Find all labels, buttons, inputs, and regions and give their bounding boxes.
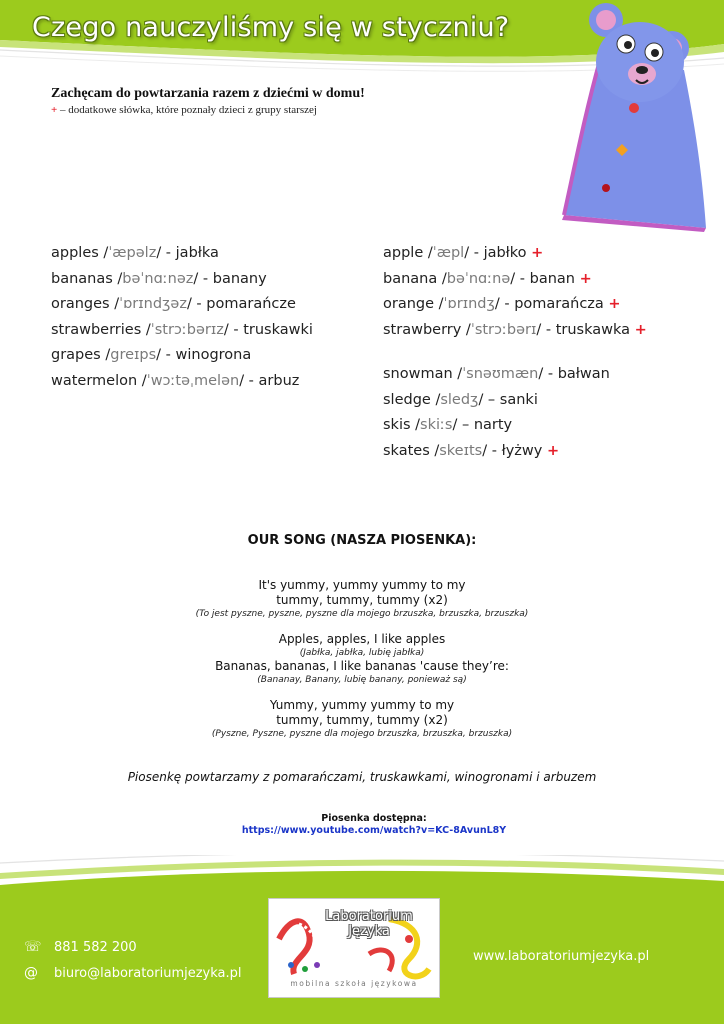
lyric-translation: (Jabłka, jabłka, lubię jabłka) xyxy=(299,648,425,658)
vocab-word: snowman xyxy=(383,366,453,382)
song-note: Piosenkę powtarzamy z pomarańczami, truskawkami, winogronami i arbuzem xyxy=(127,770,597,784)
plus-marker: + xyxy=(51,104,58,116)
vocab-item: orange /ˈɒrɪndʒ/ - pomarańcza + xyxy=(383,296,621,312)
vocab-ipa: ˈɒrɪndʒ xyxy=(443,296,495,312)
vocab-ipa: ˈstrɔːbərɪz xyxy=(150,321,224,338)
vocab-item: skates /skeɪts/ - łyżwy + xyxy=(383,442,560,459)
logo-name xyxy=(309,909,429,939)
vocab-translation: łyżwy xyxy=(501,442,543,459)
phone-contact xyxy=(24,939,137,955)
song-availability xyxy=(0,813,724,837)
vocab-ipa: ˈæpl xyxy=(432,245,465,261)
lyric-line: Apples, apples, I like apples xyxy=(278,632,446,646)
intro-note-text: – dodatkowe słówka, które poznały dzieci z grupy starszej xyxy=(57,104,317,116)
lyric-line: tummy, tummy, tummy (x2) xyxy=(276,593,448,607)
vocab-ipa: bəˈnɑːnəz xyxy=(122,270,194,287)
page-title: Czego nauczyliśmy się w styczniu? xyxy=(32,12,510,43)
vocab-item: strawberries /ˈstrɔːbərɪz/ - truskawki xyxy=(51,321,313,338)
song-lyrics xyxy=(0,578,724,752)
vocab-ipa: ˈstrɔːbərɪ xyxy=(470,321,537,338)
intro xyxy=(51,86,531,116)
vocab-translation: banan xyxy=(529,270,575,287)
vocab-item: banana /bəˈnɑːnə/ - banan + xyxy=(383,270,592,287)
lyric-translation: (Bananay, Banany, lubię banany, ponieważ są) xyxy=(257,675,467,685)
vocab-item: watermelon /ˈwɔːtəˌmelən/ - arbuz xyxy=(51,372,300,389)
vocab-translation: jabłko xyxy=(483,245,527,261)
vocab-translation: truskawki xyxy=(243,321,313,338)
vocab-item: sledge /sledʒ/ – sanki xyxy=(383,391,538,408)
vocab-word: sledge xyxy=(383,391,431,408)
vocab-ipa: skiːs xyxy=(420,417,453,433)
logo-tagline: mobilna szkoła językowa xyxy=(290,979,418,988)
email-address[interactable]: biuro@laboratoriumjezyka.pl xyxy=(54,966,242,981)
vocab-ipa: bəˈnɑːnə xyxy=(446,270,511,287)
lyric-line: Yummy, yummy yummy to my xyxy=(269,698,455,712)
vocab-item: apples /ˈæpəlz/ - jabłka xyxy=(51,245,219,261)
intro-heading: Zachęcam do powtarzania razem z dziećmi w domu! xyxy=(51,86,365,101)
vocab-word: strawberries xyxy=(51,321,142,338)
vocab-item: skis /skiːs/ – narty xyxy=(383,417,513,433)
vocab-word: oranges xyxy=(51,296,110,312)
vocab-list-right-winter xyxy=(383,362,610,464)
vocab-list-left xyxy=(51,241,313,394)
vocab-translation: winogrona xyxy=(175,347,252,363)
vocab-translation: jabłka xyxy=(175,245,219,261)
vocab-word: skis xyxy=(383,417,411,433)
extra-word-plus-marker: + xyxy=(531,245,544,261)
vocab-translation: sanki xyxy=(499,391,538,408)
vocab-ipa: ˈɒrɪndʒəz xyxy=(119,296,187,312)
vocab-ipa: sledʒ xyxy=(440,391,479,408)
song-available-label: Piosenka dostępna: xyxy=(321,813,427,824)
vocab-translation: pomarańcza xyxy=(514,296,604,312)
vocab-word: bananas xyxy=(51,270,113,287)
vocab-word: banana xyxy=(383,270,438,287)
song-stanza xyxy=(0,632,724,686)
vocab-ipa: ˈsnəʊmæn xyxy=(462,366,539,382)
vocab-list-right-fruit xyxy=(383,241,647,343)
website-link[interactable]: www.laboratoriumjezyka.pl xyxy=(473,949,650,964)
vocab-item: apple /ˈæpl/ - jabłko + xyxy=(383,245,544,261)
extra-word-plus-marker: + xyxy=(546,442,560,459)
vocab-word: apples xyxy=(51,245,99,261)
vocab-translation: pomarańcze xyxy=(206,296,296,312)
vocab-word: grapes xyxy=(51,347,101,363)
vocab-item: snowman /ˈsnəʊmæn/ - bałwan xyxy=(383,366,610,382)
extra-word-plus-marker: + xyxy=(579,270,592,287)
vocab-translation: arbuz xyxy=(258,372,300,389)
vocab-ipa: greɪps xyxy=(110,347,157,363)
lyric-line: It's yummy, yummy yummy to my xyxy=(258,578,466,592)
vocab-translation: bałwan xyxy=(557,366,610,382)
vocab-word: apple xyxy=(383,245,424,261)
phone-icon: ☏ xyxy=(24,939,42,955)
song-stanza xyxy=(0,698,724,740)
vocab-word: strawberry xyxy=(383,321,462,338)
bear-puppet-image xyxy=(556,0,724,232)
vocab-word: orange xyxy=(383,296,435,312)
lyric-translation: (Pyszne, Pyszne, pyszne dla mojego brzuszka, brzuszka, brzuszka) xyxy=(211,729,513,739)
vocab-translation: truskawka xyxy=(555,321,630,338)
song-stanza xyxy=(0,578,724,620)
vocab-item: oranges /ˈɒrɪndʒəz/ - pomarańcze xyxy=(51,296,296,312)
vocab-word: skates xyxy=(383,442,430,459)
vocab-item: bananas /bəˈnɑːnəz/ - banany xyxy=(51,270,267,287)
vocab-translation: banany xyxy=(212,270,267,287)
extra-word-plus-marker: + xyxy=(608,296,621,312)
vocab-ipa: skeɪts xyxy=(439,442,483,459)
lyric-line: tummy, tummy, tummy (x2) xyxy=(276,713,448,727)
email-contact xyxy=(24,965,242,981)
logo-name-line: Języka xyxy=(348,924,390,939)
school-logo xyxy=(268,898,440,998)
phone-number[interactable]: 881 582 200 xyxy=(54,940,137,955)
vocab-translation: narty xyxy=(473,417,513,433)
vocab-item: strawberry /ˈstrɔːbərɪ/ - truskawka + xyxy=(383,321,647,338)
logo-name-line: Laboratorium xyxy=(325,909,413,924)
youtube-link[interactable]: https://www.youtube.com/watch?v=KC-8AvunL8Y xyxy=(241,825,507,836)
song-title: OUR SONG (NASZA PIOSENKA): xyxy=(247,533,477,548)
lyric-translation: (To jest pyszne, pyszne, pyszne dla mojego brzuszka, brzuszka, brzuszka) xyxy=(195,609,529,619)
vocab-ipa: ˈwɔːtəˌmelən xyxy=(146,372,240,389)
intro-note xyxy=(51,104,531,116)
extra-word-plus-marker: + xyxy=(634,321,647,338)
lyric-line: Bananas, bananas, I like bananas 'cause they’re: xyxy=(215,659,509,673)
vocab-ipa: ˈæpəlz xyxy=(108,245,157,261)
vocab-item: grapes /greɪps/ - winogrona xyxy=(51,347,252,363)
at-sign-icon: @ xyxy=(24,965,38,981)
vocab-word: watermelon xyxy=(51,372,138,389)
